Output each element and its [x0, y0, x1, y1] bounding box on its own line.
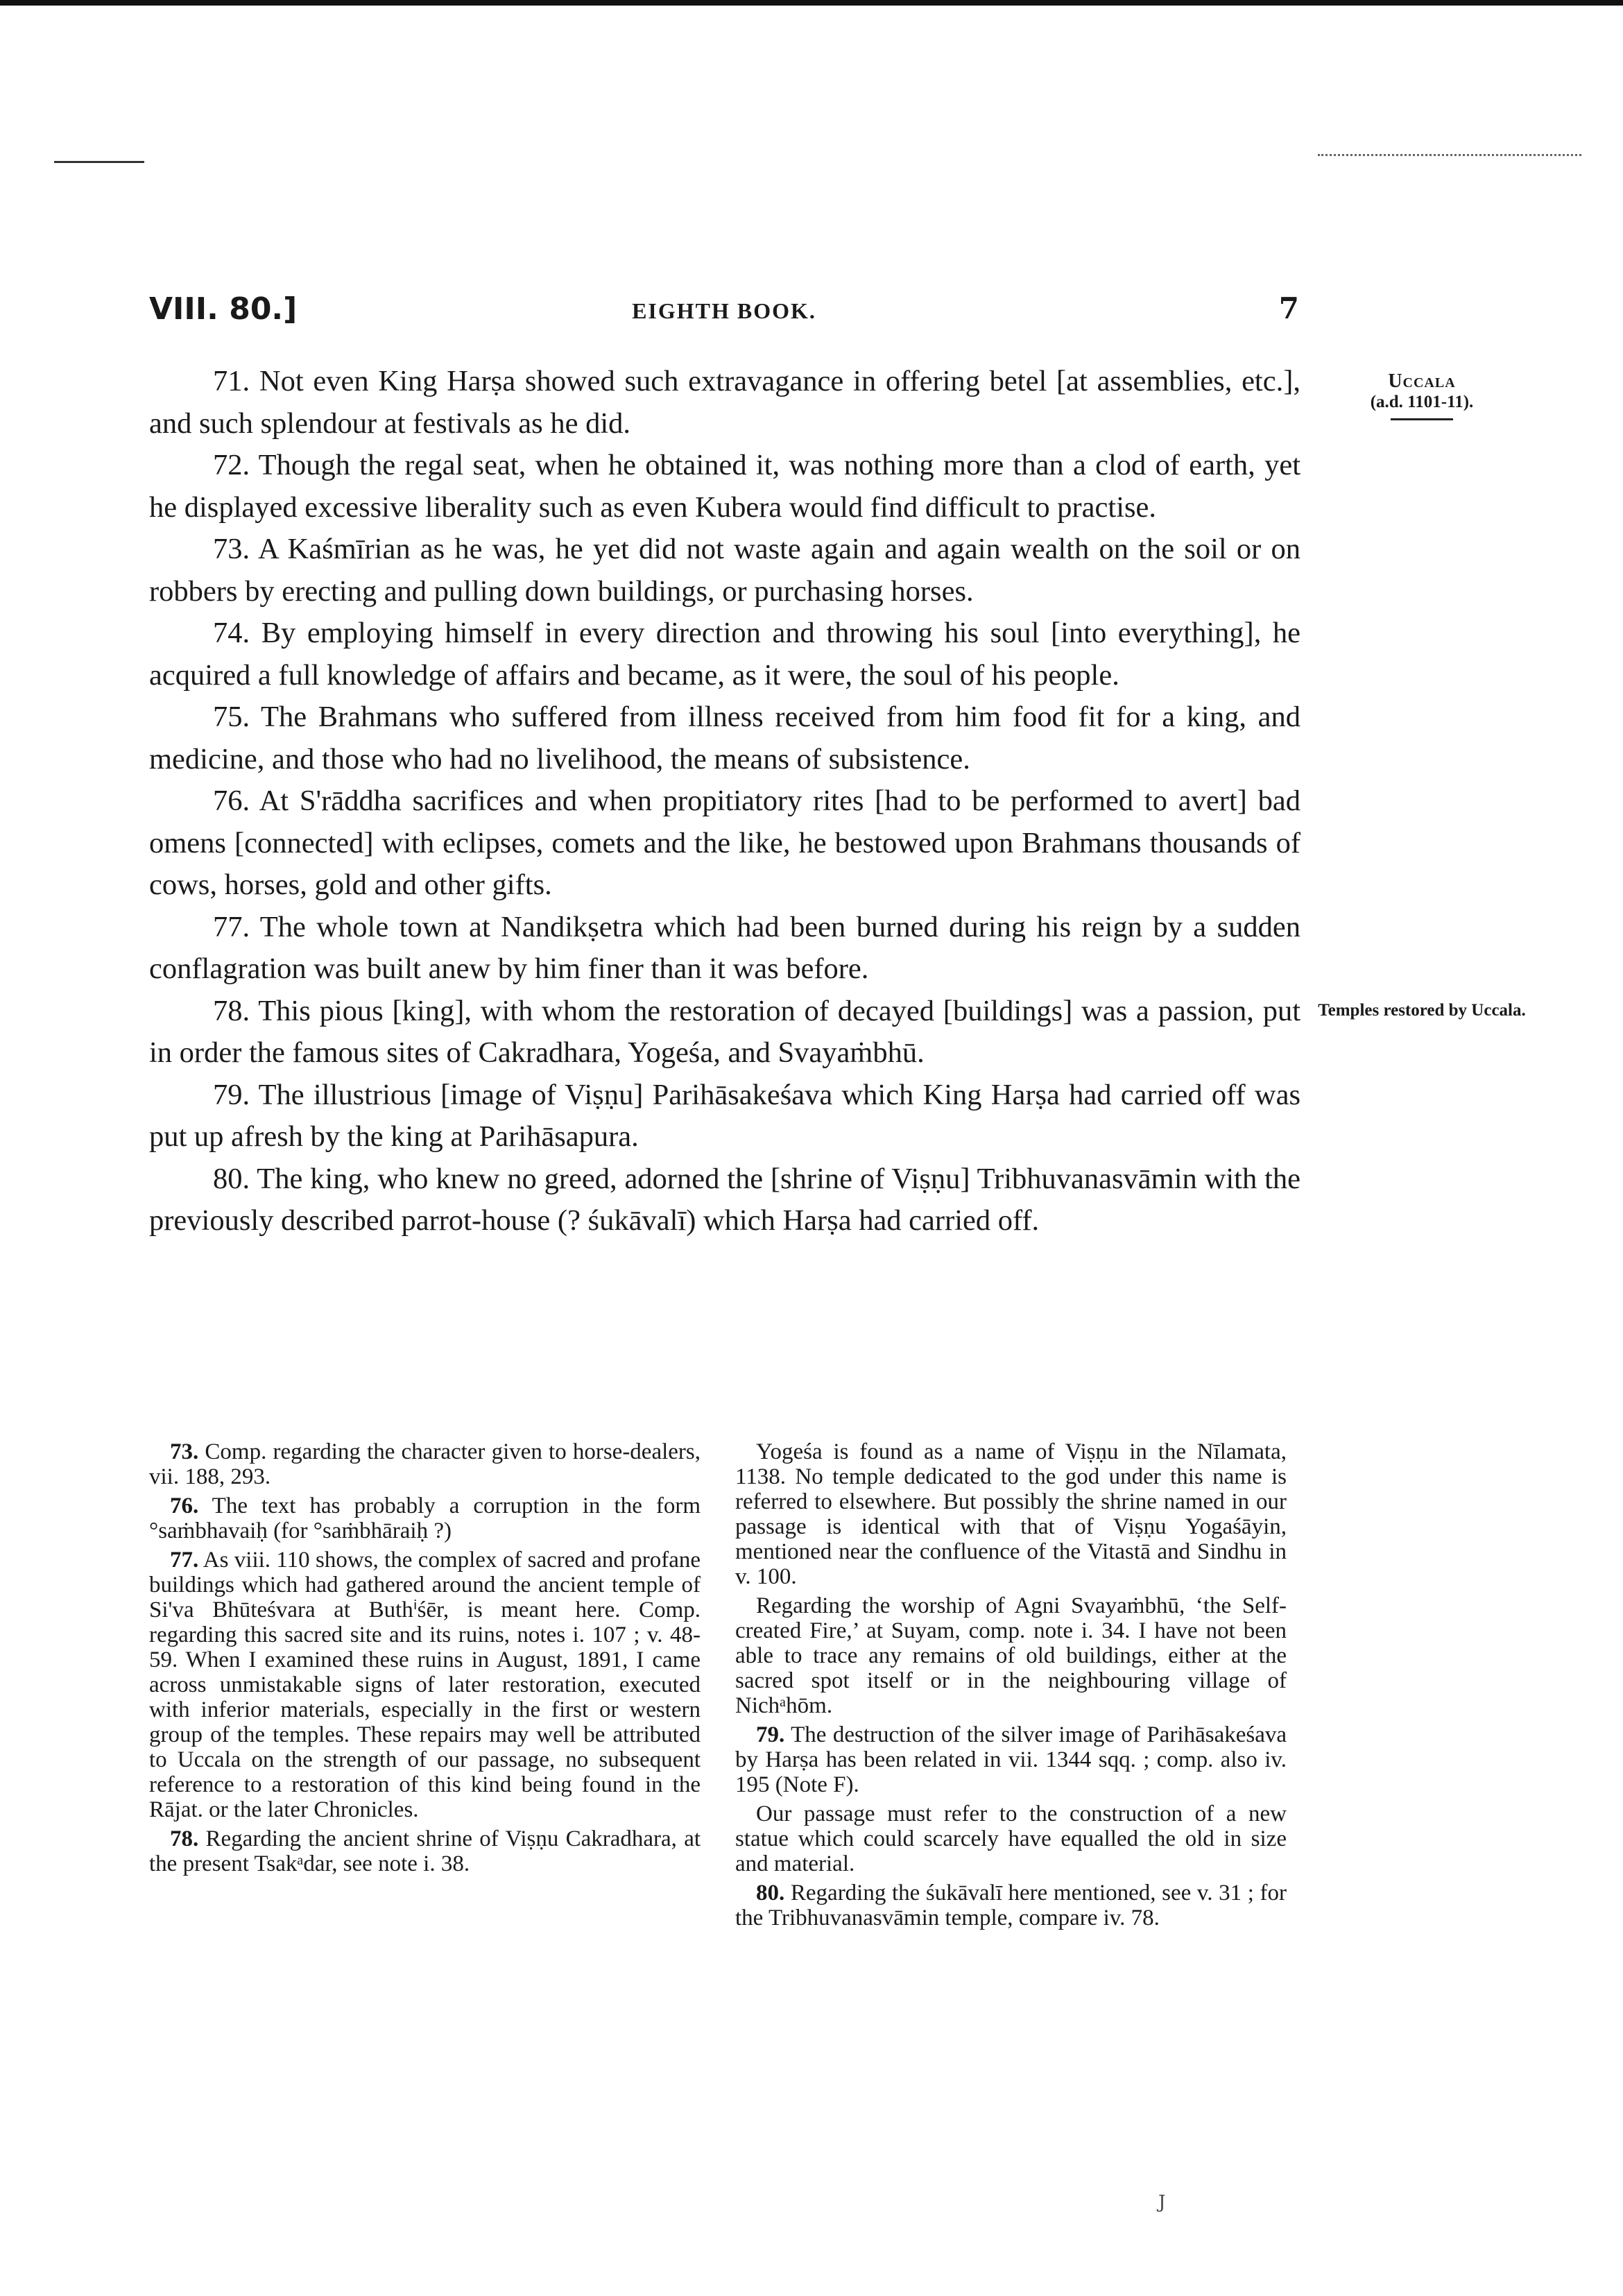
verse [149, 361, 1300, 445]
verse-text: The whole town at Nandikṣetra which had been burned during his reign by a sudden conflagration was built anew by him finer than it was before. [149, 910, 1300, 985]
footnote [149, 1826, 701, 1876]
footnote-number: 80. [756, 1881, 785, 1905]
verse-text: The king, who knew no greed, adorned the [shrine of Viṣṇu] Tribhuvanasvāmin with the previously described parrot-house (? śukāvalī) which Harṣa had carried off. [149, 1162, 1300, 1237]
verse [149, 780, 1300, 907]
footnote-number: 77. [170, 1548, 199, 1573]
header-reference: VIII. 80.] [149, 291, 298, 327]
verse-text: This pious [king], with whom the restoration of decayed [buildings] was a passion, put in order the famous sites of Cakradhara, Yogeśa, and Svayaṁbhū. [149, 994, 1301, 1069]
margin-note-temples: Temples restored by Uccala. [1318, 1001, 1526, 1020]
main-text [149, 361, 1300, 1242]
verse-number: 77. [213, 910, 250, 943]
footnote-text: Comp. regarding the character given to horse-dealers, vii. 188, 293. [149, 1439, 701, 1489]
verse [149, 907, 1300, 991]
header-title: EIGHTH BOOK. [632, 298, 816, 323]
footnote-number: 78. [170, 1826, 199, 1851]
verse-text: By employing himself in every direction and throwing his soul [into everything], he acquired a full knowledge of affairs and became, as it were, the soul of his people. [149, 617, 1301, 692]
footnote-number: 76. [170, 1493, 199, 1518]
footnote [149, 1439, 701, 1489]
verse [149, 696, 1300, 780]
margin-uccala-dates: (a.d. 1101-11). [1370, 393, 1474, 411]
margin-uccala-name: Uccala [1388, 370, 1456, 392]
footnote-text: Regarding the worship of Agni Svayaṁbhū, ‘the Self-created Fire,’ at Suyam, comp. note i. 34. I have not been able to trace any remains of old buildings, either at the sacred spot itself or in the neighbouring village of Nichᵃhōm. [735, 1593, 1287, 1718]
footnote [735, 1722, 1287, 1797]
verse-number: 72. [213, 449, 250, 481]
verse [149, 991, 1300, 1074]
footnote [735, 1593, 1287, 1718]
verse-text: The Brahmans who suffered from illness received from him food fit for a king, and medicine, and those who had no livelihood, the means of subsistence. [149, 701, 1300, 776]
verse-text: A Kaśmīrian as he was, he yet did not waste again and again wealth on the soil or on robbers by erecting and pulling down buildings, or purchasing horses. [149, 533, 1301, 608]
verse-number: 73. [213, 533, 250, 565]
footnote-text: Yogeśa is found as a name of Viṣṇu in the Nīlamata, 1138. No temple dedicated to the god under this name is referred to elsewhere. But possibly the shrine named in our passage is identical with that of Viṣṇu Yogaśāyin, mentioned near the confluence of the Vitastā and Sindhu in v. 100. [735, 1439, 1287, 1589]
footnote [149, 1548, 701, 1822]
verse [149, 529, 1300, 612]
verse-text: Not even King Harṣa showed such extravagance in offering betel [at assemblies, etc.], and such splendour at festivals as he did. [149, 365, 1301, 440]
footnote-text: Our passage must refer to the construction of a new statue which could scarcely have equalled the old in size and material. [735, 1801, 1287, 1876]
verse-number: 74. [213, 617, 250, 649]
verse-text: At S'rāddha sacrifices and when propitiatory rites [had to be performed to avert] bad omens [connected] with eclipses, comets and the like, he bestowed upon Brahmans thousands of cows, horses, gold and other gifts. [149, 785, 1301, 901]
verse [149, 1158, 1300, 1242]
verse-number: 75. [213, 701, 250, 733]
scan-rule-left [54, 161, 144, 163]
footnote-number: 79. [756, 1722, 785, 1747]
footnotes-right-column [735, 1439, 1287, 1935]
footnote-number: 73. [170, 1439, 199, 1464]
footnote [735, 1439, 1287, 1589]
page-top-edge [0, 0, 1623, 6]
verse-number: 71. [213, 365, 250, 397]
scan-rule-right [1318, 154, 1581, 156]
verse-text: The illustrious [image of Viṣṇu] Parihāsakeśava which King Harṣa had carried off was put up afresh by the king at Parihāsapura. [149, 1078, 1300, 1153]
verse-number: 76. [213, 785, 250, 817]
footnotes-left-column [149, 1439, 701, 1881]
footnote-text: Regarding the ancient shrine of Viṣṇu Cakradhara, at the present Tsakᵃdar, see note i. 38. [149, 1826, 701, 1876]
footnote-text: As viii. 110 shows, the complex of sacred and profane buildings which had gathered around the ancient temple of Si'va Bhūteśvara at Buthⁱśēr, is meant here. Comp. regarding this sacred site and its ruins, notes i. 107 ; v. 48-59. When I examined these ruins in August, 1891, I came across unmistakable signs of later restoration, executed with inferior materials, especially in the first or western group of the temples. These repairs may well be attributed to Uccala on the strength of our passage, no subsequent reference to a restoration of this kind being found in the Rājat. or the later Chronicles. [149, 1548, 701, 1822]
footnote-text: The destruction of the silver image of Parihāsakeśava by Harṣa has been related in vii. 1344 sqq. ; comp. also iv. 195 (Note F). [735, 1722, 1287, 1797]
footnote-text: The text has probably a corruption in the form °saṁbhavaiḥ (for °saṁbhāraiḥ ?) [149, 1493, 701, 1543]
running-header [149, 291, 1299, 340]
footnote [735, 1801, 1287, 1876]
margin-uccala-rule [1391, 418, 1453, 420]
footnote [149, 1493, 701, 1543]
margin-note-uccala [1311, 371, 1533, 420]
verse-number: 79. [213, 1078, 250, 1111]
verse [149, 612, 1300, 696]
verse-text: Though the regal seat, when he obtained it, was nothing more than a clod of earth, yet he displayed excessive liberality such as even Kubera would find difficult to practise. [149, 449, 1300, 524]
footer-mark: J [1158, 2192, 1166, 2213]
verse-number: 78. [213, 994, 250, 1027]
verse [149, 1074, 1300, 1158]
footnote [735, 1881, 1287, 1930]
page-number: 7 [1278, 291, 1299, 325]
verse [149, 445, 1300, 529]
footnote-text: Regarding the śukāvalī here mentioned, see v. 31 ; for the Tribhuvanasvāmin temple, compare iv. 78. [735, 1881, 1287, 1930]
verse-number: 80. [213, 1162, 250, 1195]
